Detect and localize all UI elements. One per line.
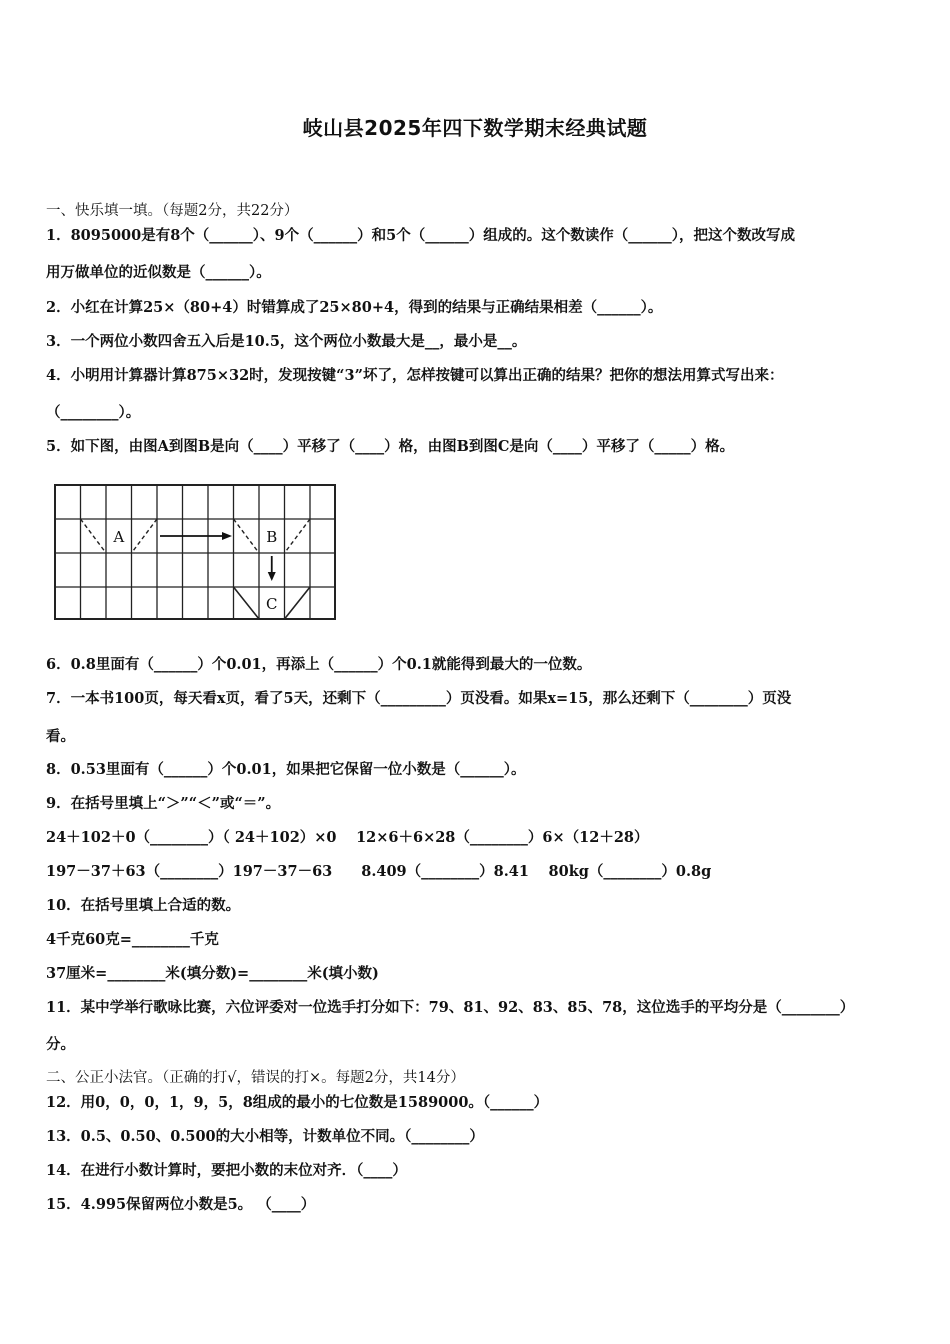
label-a: A [113,528,125,546]
question-15: 15．4.995保留两位小数是5。 （____） [46,1196,316,1213]
question-1-line-2: 用万做单位的近似数是（______）。 [46,264,271,281]
shape-a-left-side [81,519,107,553]
question-10: 10．在括号里填上合适的数。 [46,897,241,914]
question-11-line-1: 11．某中学举行歌咏比赛，六位评委对一位选手打分如下：79、81、92、83、85、78，这位选手的平均分是（________） [46,999,855,1016]
label-c: C [266,595,278,613]
arrow-b-to-c [268,556,276,581]
label-b: B [266,528,278,546]
shape-c-left-side [234,587,260,619]
question-8: 8．0.53里面有（______）个0.01，如果把它保留一位小数是（______）。 [46,761,526,778]
question-2: 2．小红在计算25×（80+4）时错算成了25×80+4，得到的结果与正确结果相差（______）。 [46,299,663,316]
question-9-row-2: 197－37＋63（________）197－37－63 8.409（________）8.41 80kg（________）0.8g [46,863,712,880]
arrow-a-to-b [160,532,232,540]
question-12: 12．用0，0，0，1，9，5，8组成的最小的七位数是1589000。（______） [46,1094,549,1111]
grid-lines [55,485,335,619]
section-2-heading: 二、公正小法官。（正确的打√，错误的打×。每题2分，共14分） [46,1070,465,1086]
question-9-row-1: 24＋102＋0（________）（ 24＋102）×0 12×6＋6×28（________）6×（12＋28） [46,829,649,846]
question-14: 14．在进行小数计算时，要把小数的末位对齐．（____） [46,1162,407,1179]
question-5: 5．如下图，由图A到图B是向（____）平移了（____）格，由图B到图C是向（____）平移了（_____）格。 [46,438,735,455]
question-10-row-1: 4千克60克=________千克 [46,931,219,948]
shape-b-left-side [234,519,260,553]
shape-a-right-side [132,519,158,553]
question-4-line-2: （________）。 [46,404,141,421]
question-3: 3．一个两位小数四舍五入后是10.5，这个两位小数最大是__，最小是__。 [46,333,527,350]
question-4-line-1: 4．小明用计算器计算875×32时，发现按键“3”坏了，怎样按键可以算出正确的结果？把你的想法用算式写出来： [46,367,784,384]
question-7-line-1: 7．一本书100页，每天看x页，看了5天，还剩下（_________）页没看。如果x=15，那么还剩下（________）页没 [46,690,792,707]
page-title: 岐山县2025年四下数学期末经典试题 [302,116,648,140]
shape-c-right-side [285,587,311,619]
question-7-line-2: 看。 [46,728,75,745]
question-13: 13．0.5、0.50、0.500的大小相等，计数单位不同。（________） [46,1128,484,1145]
question-1-line-1: 1．8095000是有8个（______）、9个（______）和5个（______）组成的。这个数读作（______），把这个数改写成 [46,227,795,244]
translation-grid-figure [52,481,340,625]
question-10-row-2: 37厘米=________米(填分数)=________米(填小数) [46,965,379,982]
shape-b-right-side [285,519,311,553]
section-1-heading: 一、快乐填一填。（每题2分，共22分） [46,203,299,219]
question-11-line-2: 分。 [46,1036,75,1053]
question-6: 6．0.8里面有（______）个0.01，再添上（______）个0.1就能得到最大的一位数。 [46,656,592,673]
question-9: 9．在括号里填上“＞”“＜”或“＝”。 [46,795,281,812]
